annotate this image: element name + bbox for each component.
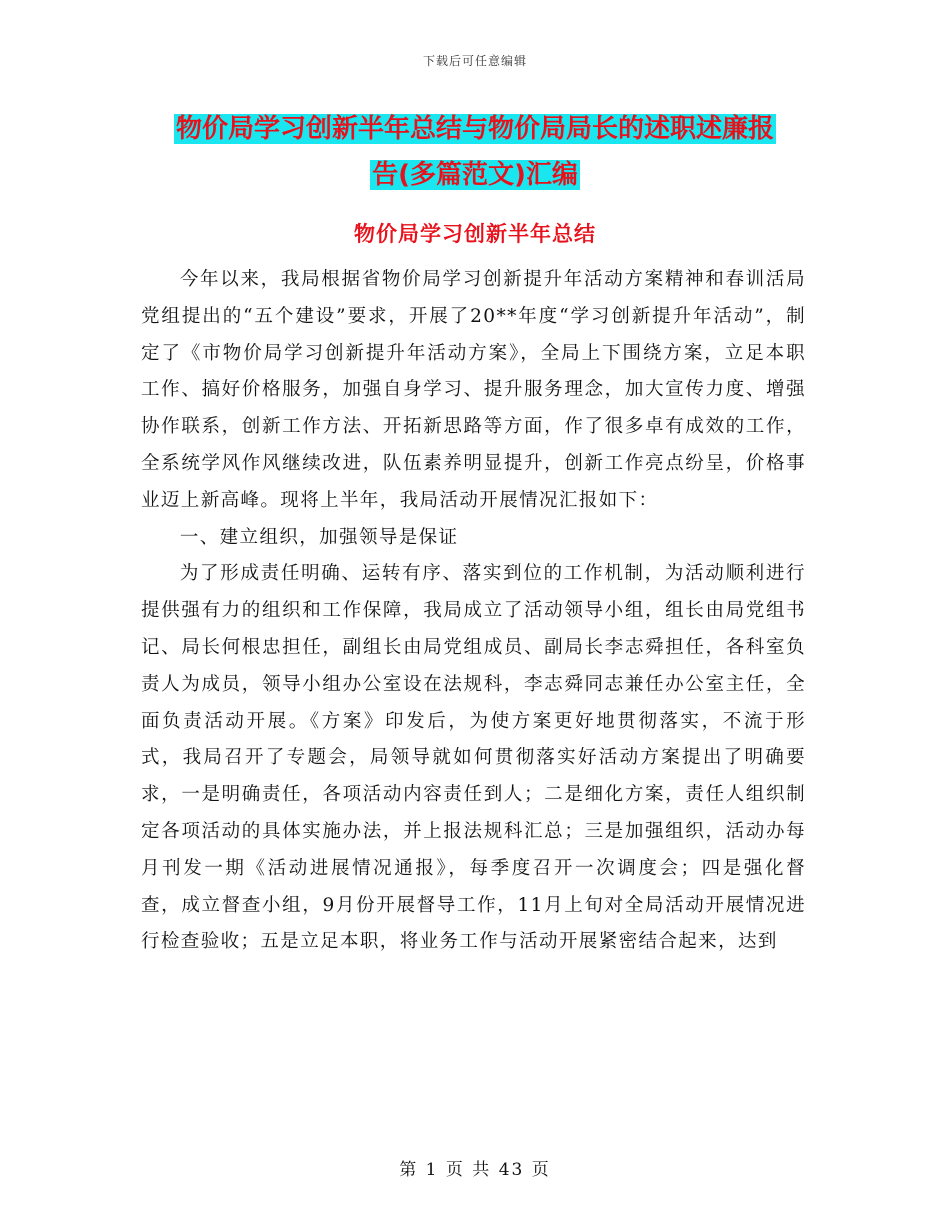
paragraph-organization: 为了形成责任明确、运转有序、落实到位的工作机制，为活动顺利进行提供强有力的组织和工作保障，我局成立了活动领导小组，组长由局党组书记、局长何根忠担任，副组长由局党组成员、副局长李志舜担任，各科室负责人为成员，领导小组办公室设在法规科，李志舜同志兼任办公室主任，全面负责活动开展。《方案》印发后，为使方案更好地贯彻落实，不流于形式，我局召开了专题会，局领导就如何贯彻落实好活动方案提出了明确要求，一是明确责任，各项活动内容责任到人；二是细化方案，责任人组织制定各项活动的具体实施办法，并上报法规科汇总；三是加强组织，活动办每月刊发一期《活动进展情况通报》，每季度召开一次调度会；四是强化督查，成立督查小组，9月份开展督导工作，11月上旬对全局活动开展情况进行检查验收；五是立足本职，将业务工作与活动开展紧密结合起来，达到: [141, 563, 806, 953]
document-body: [141, 262, 806, 961]
paragraph-intro: 今年以来，我局根据省物价局学习创新提升年活动方案精神和春训活局党组提出的“五个建设”要求，开展了20**年度“学习创新提升年活动”，制定了《市物价局学习创新提升年活动方案》，全局上下围绕方案，立足本职工作、搞好价格服务，加强自身学习、提升服务理念，加大宣传力度、增强协作联系，创新工作方法、开拓新思路等方面，作了很多卓有成效的工作，全系统学风作风继续改进，队伍素养明显提升，创新工作亮点纷呈，价格事业迈上新高峰。现将上半年，我局活动开展情况汇报如下：: [141, 269, 806, 511]
header-note: 下载后可任意编辑: [422, 54, 527, 68]
page-number: 第 1 页 共 43 页: [399, 1160, 551, 1180]
title-line-2: 告(多篇范文)汇编: [372, 160, 578, 190]
section-title: 物价局学习创新半年总结: [354, 222, 596, 246]
title-line-1: 物价局学习创新半年总结与物价局局长的述职述廉报: [175, 114, 774, 144]
document-title: [140, 106, 810, 198]
paragraph-heading-1: 一、建立组织，加强领导是保证: [179, 526, 459, 548]
